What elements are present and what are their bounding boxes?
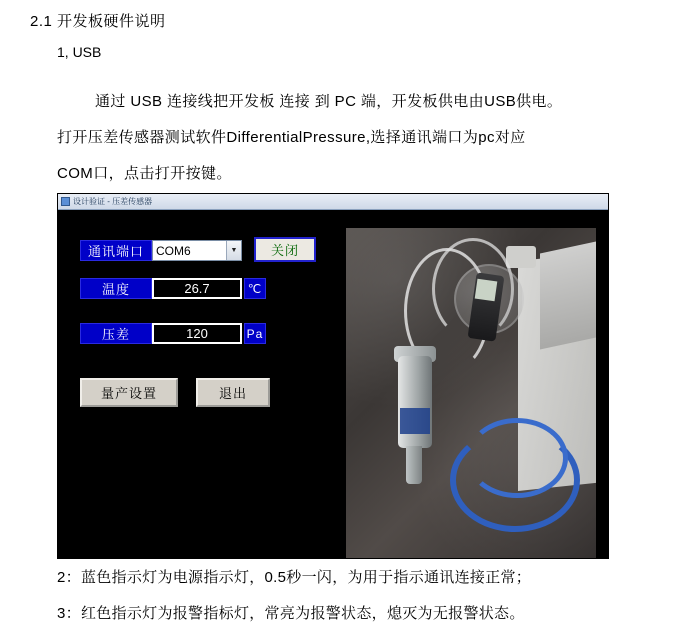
footer-note-1: 2：蓝色指示灯为电源指示灯，0.5秒一闪，为用于指示通讯连接正常； [57,569,532,586]
sensor-nozzle-shape [406,446,422,484]
app-title-bar [58,194,608,210]
laptop-screen-shape [540,239,596,350]
close-button[interactable]: 关闭 [254,237,316,262]
body-paragraph-line-3: COM口，点击打开按键。 [57,165,232,182]
subsection-heading: 1, USB [57,44,102,60]
sensor-body-shape [398,356,432,448]
pressure-unit: Pa [244,323,266,344]
temperature-value: 26.7 [152,278,242,299]
pressure-label: 压差 [80,323,152,344]
body-paragraph-line-1: 通过 USB 连接线把开发板 连接 到 PC 端，开发板供电由USB供电。 [95,93,563,110]
exit-button[interactable]: 退出 [196,378,270,407]
sensor-photo [346,228,596,558]
sensor-label-shape [400,408,430,434]
temperature-unit: ℃ [244,278,266,299]
app-icon [61,197,70,206]
port-select-value: COM6 [156,243,191,258]
app-title-text: 设计验证 - 压差传感器 [73,197,153,206]
embedded-app-screenshot [57,193,609,559]
section-heading: 2.1 开发板硬件说明 [30,13,166,30]
meter-screen-shape [475,279,498,302]
port-select[interactable] [152,240,242,261]
plug-shape [506,246,536,268]
app-body [58,210,608,558]
port-label: 通讯端口 [80,240,152,261]
pressure-value: 120 [152,323,242,344]
temperature-label: 温度 [80,278,152,299]
chevron-down-icon[interactable]: ▼ [226,241,241,260]
mass-production-settings-button[interactable]: 量产设置 [80,378,178,407]
blue-cable-shape-2 [466,418,568,498]
body-paragraph-line-2: 打开压差传感器测试软件DifferentialPressure,选择通讯端口为pc对应 [57,129,526,146]
footer-note-2: 3：红色指示灯为报警指标灯，常亮为报警状态，熄灭为无报警状态。 [57,605,525,622]
